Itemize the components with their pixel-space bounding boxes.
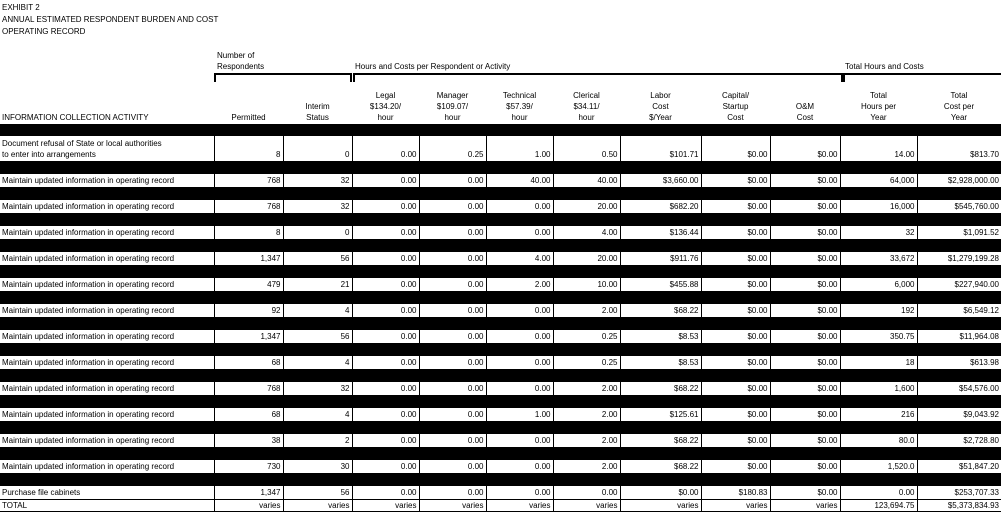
permitted-cell: 730	[214, 460, 283, 474]
hours-cell: 16,000	[840, 200, 917, 214]
permitted-cell: 8	[214, 226, 283, 240]
separator-bar-cell	[0, 344, 1001, 357]
total-cost-cell: $5,373,834.93	[917, 500, 1001, 512]
col-total-hours-l2: Hours per	[860, 102, 897, 111]
interim-cell: 0	[283, 226, 352, 240]
legal-cell: 0.00	[352, 278, 419, 292]
interim-cell: 30	[283, 460, 352, 474]
labor-cell: $136.44	[620, 226, 701, 240]
om-cell: $0.00	[770, 226, 840, 240]
clerical-cell: 0.25	[553, 356, 620, 370]
table-row	[0, 460, 1001, 474]
clerical-cell: 0.00	[553, 486, 620, 500]
separator-bar-cell	[0, 318, 1001, 331]
capital-cell: $180.83	[701, 486, 770, 500]
separator-bar-cell	[0, 370, 1001, 383]
respondents-group-rule	[214, 73, 352, 75]
table-row	[0, 382, 1001, 396]
capital-cell: $0.00	[701, 226, 770, 240]
manager-cell: 0.00	[419, 200, 486, 214]
clerical-cell: 4.00	[553, 226, 620, 240]
table-row	[0, 278, 1001, 292]
separator-bar	[0, 422, 1001, 435]
cost-cell: $545,760.00	[917, 200, 1001, 214]
table-row	[0, 136, 1001, 162]
om-cell: $0.00	[770, 136, 840, 162]
capital-cell: $0.00	[701, 278, 770, 292]
hours-cell: 80.0	[840, 434, 917, 448]
activity-cell	[0, 408, 214, 422]
om-cell: $0.00	[770, 460, 840, 474]
col-technical	[486, 81, 553, 124]
om-cell: $0.00	[770, 382, 840, 396]
technical-cell: 40.00	[486, 174, 553, 188]
manager-cell: 0.00	[419, 382, 486, 396]
activity-line1: Maintain updated information in operating record	[2, 280, 175, 289]
separator-bar	[0, 396, 1001, 409]
activity-cell	[0, 486, 214, 500]
interim-cell: 56	[283, 330, 352, 344]
table-row	[0, 174, 1001, 188]
technical-cell: 0.00	[486, 486, 553, 500]
separator-bar-cell	[0, 396, 1001, 409]
separator-bar	[0, 214, 1001, 227]
col-total-cost-l2: Cost per	[943, 102, 975, 111]
activity-line1: Maintain updated information in operating record	[2, 358, 175, 367]
col-om	[770, 81, 840, 124]
manager-cell: 0.00	[419, 434, 486, 448]
cost-cell: $1,091.52	[917, 226, 1001, 240]
col-legal-l1: Legal	[375, 91, 396, 100]
hours-cell: 6,000	[840, 278, 917, 292]
exhibit-subheading: OPERATING RECORD	[2, 27, 86, 36]
separator-bar-cell	[0, 188, 1001, 201]
total-permitted-cell: varies	[214, 500, 283, 512]
clerical-cell: 2.00	[553, 408, 620, 422]
activity-cell	[0, 460, 214, 474]
total-manager-cell: varies	[419, 500, 486, 512]
col-labor-l2: Cost	[652, 102, 669, 111]
cost-cell: $2,928,000.00	[917, 174, 1001, 188]
om-cell: $0.00	[770, 174, 840, 188]
separator-bar-cell	[0, 240, 1001, 253]
legal-cell: 0.00	[352, 200, 419, 214]
separator-bar	[0, 188, 1001, 201]
col-labor-l3: $/Year	[649, 113, 672, 122]
interim-cell: 0	[283, 136, 352, 162]
legal-cell: 0.00	[352, 136, 419, 162]
col-manager	[419, 81, 486, 124]
manager-cell: 0.00	[419, 330, 486, 344]
permitted-cell: 1,347	[214, 252, 283, 266]
permitted-cell: 38	[214, 434, 283, 448]
permitted-cell: 68	[214, 356, 283, 370]
activity-cell	[0, 356, 214, 370]
col-clerical-l1: Clerical	[573, 91, 600, 100]
legal-cell: 0.00	[352, 226, 419, 240]
activity-cell	[0, 200, 214, 214]
labor-cell: $682.20	[620, 200, 701, 214]
separator-bar	[0, 292, 1001, 305]
hours-cell: 32	[840, 226, 917, 240]
total-capital-cell: varies	[701, 500, 770, 512]
manager-cell: 0.00	[419, 278, 486, 292]
hours-cell: 1,520.0	[840, 460, 917, 474]
om-cell: $0.00	[770, 330, 840, 344]
manager-cell: 0.00	[419, 408, 486, 422]
capital-cell: $0.00	[701, 136, 770, 162]
hours-cell: 64,000	[840, 174, 917, 188]
clerical-cell: 0.25	[553, 330, 620, 344]
manager-cell: 0.00	[419, 252, 486, 266]
om-cell: $0.00	[770, 304, 840, 318]
manager-cell: 0.00	[419, 486, 486, 500]
clerical-cell: 0.50	[553, 136, 620, 162]
technical-cell: 2.00	[486, 278, 553, 292]
labor-cell: $911.76	[620, 252, 701, 266]
hours-costs-group-rule	[353, 73, 843, 75]
activity-line1: Purchase file cabinets	[2, 488, 81, 497]
legal-cell: 0.00	[352, 408, 419, 422]
activity-line1: Maintain updated information in operating record	[2, 254, 175, 263]
col-capital-l1: Capital/	[721, 91, 750, 100]
col-capital-l2: Startup	[722, 102, 749, 111]
legal-cell: 0.00	[352, 304, 419, 318]
capital-cell: $0.00	[701, 200, 770, 214]
table-row	[0, 330, 1001, 344]
hours-costs-group-label: Hours and Costs per Respondent or Activity	[355, 62, 511, 71]
totals-group-label: Total Hours and Costs	[845, 62, 924, 71]
om-cell: $0.00	[770, 252, 840, 266]
manager-cell: 0.00	[419, 226, 486, 240]
clerical-cell: 10.00	[553, 278, 620, 292]
table-row	[0, 356, 1001, 370]
col-manager-l2: $109.07/	[436, 102, 469, 111]
permitted-cell: 8	[214, 136, 283, 162]
capital-cell: $0.00	[701, 408, 770, 422]
technical-cell: 0.00	[486, 200, 553, 214]
labor-cell: $68.22	[620, 434, 701, 448]
cost-cell: $6,549.12	[917, 304, 1001, 318]
col-clerical-l2: $34.11/	[573, 102, 600, 111]
legal-cell: 0.00	[352, 356, 419, 370]
total-clerical-cell: varies	[553, 500, 620, 512]
separator-bar	[0, 448, 1001, 461]
capital-cell: $0.00	[701, 304, 770, 318]
separator-bar	[0, 266, 1001, 279]
column-header-row	[0, 81, 1001, 124]
hours-cell: 0.00	[840, 486, 917, 500]
total-om-cell: varies	[770, 500, 840, 512]
clerical-cell: 40.00	[553, 174, 620, 188]
hours-cell: 18	[840, 356, 917, 370]
cost-cell: $253,707.33	[917, 486, 1001, 500]
technical-cell: 1.00	[486, 136, 553, 162]
cost-cell: $613.98	[917, 356, 1001, 370]
om-cell: $0.00	[770, 356, 840, 370]
activity-cell	[0, 304, 214, 318]
technical-cell: 0.00	[486, 356, 553, 370]
col-technical-l3: hour	[511, 113, 528, 122]
separator-bar	[0, 474, 1001, 487]
interim-cell: 2	[283, 434, 352, 448]
interim-cell: 4	[283, 304, 352, 318]
legal-cell: 0.00	[352, 434, 419, 448]
interim-cell: 4	[283, 356, 352, 370]
col-total-hours	[840, 81, 917, 124]
permitted-cell: 1,347	[214, 330, 283, 344]
separator-bar	[0, 124, 1001, 136]
labor-cell: $125.61	[620, 408, 701, 422]
technical-cell: 0.00	[486, 382, 553, 396]
separator-bar-cell	[0, 474, 1001, 487]
technical-cell: 4.00	[486, 252, 553, 266]
interim-cell: 4	[283, 408, 352, 422]
col-interim-l2: Status	[306, 113, 329, 122]
col-interim-l1: Interim	[305, 102, 330, 111]
legal-cell: 0.00	[352, 330, 419, 344]
col-labor-l1: Labor	[650, 91, 671, 100]
hours-cell: 1,600	[840, 382, 917, 396]
separator-bar	[0, 240, 1001, 253]
labor-cell: $68.22	[620, 460, 701, 474]
col-capital-l3: Cost	[727, 113, 744, 122]
activity-cell	[0, 174, 214, 188]
interim-cell: 56	[283, 252, 352, 266]
activity-cell	[0, 330, 214, 344]
manager-cell: 0.00	[419, 460, 486, 474]
cost-cell: $51,847.20	[917, 460, 1001, 474]
om-cell: $0.00	[770, 408, 840, 422]
col-om-l1: O&M	[795, 102, 815, 111]
clerical-cell: 2.00	[553, 304, 620, 318]
total-interim-cell: varies	[283, 500, 352, 512]
separator-bar-cell	[0, 266, 1001, 279]
hours-cell: 33,672	[840, 252, 917, 266]
technical-cell: 1.00	[486, 408, 553, 422]
col-activity: INFORMATION COLLECTION ACTIVITY	[2, 113, 149, 122]
separator-bar	[0, 162, 1001, 175]
cost-cell: $54,576.00	[917, 382, 1001, 396]
total-legal-cell: varies	[352, 500, 419, 512]
cost-cell: $2,728.80	[917, 434, 1001, 448]
separator-bar-cell	[0, 214, 1001, 227]
permitted-cell: 768	[214, 174, 283, 188]
activity-cell	[0, 382, 214, 396]
labor-cell: $455.88	[620, 278, 701, 292]
technical-cell: 0.00	[486, 330, 553, 344]
capital-cell: $0.00	[701, 382, 770, 396]
total-technical-cell: varies	[486, 500, 553, 512]
activity-line1: Maintain updated information in operating record	[2, 384, 175, 393]
exhibit-title	[2, 2, 218, 38]
activity-cell	[0, 252, 214, 266]
col-capital	[701, 81, 770, 124]
labor-cell: $8.53	[620, 356, 701, 370]
col-technical-l2: $57.39/	[506, 102, 533, 111]
activity-cell	[0, 226, 214, 240]
capital-cell: $0.00	[701, 330, 770, 344]
capital-cell: $0.00	[701, 434, 770, 448]
hours-cell: 14.00	[840, 136, 917, 162]
activity-line1: Document refusal of State or local authorities	[2, 139, 162, 148]
interim-cell: 56	[283, 486, 352, 500]
technical-cell: 0.00	[486, 460, 553, 474]
col-total-cost-l3: Year	[950, 113, 968, 122]
legal-cell: 0.00	[352, 174, 419, 188]
activity-line1: Maintain updated information in operating record	[2, 332, 175, 341]
capital-cell: $0.00	[701, 356, 770, 370]
manager-cell: 0.00	[419, 304, 486, 318]
respondents-group-line1: Number of	[217, 51, 255, 60]
interim-cell: 32	[283, 382, 352, 396]
clerical-cell: 20.00	[553, 200, 620, 214]
clerical-cell: 2.00	[553, 382, 620, 396]
table-row	[0, 408, 1001, 422]
clerical-cell: 20.00	[553, 252, 620, 266]
permitted-cell: 479	[214, 278, 283, 292]
total-label: TOTAL	[0, 500, 214, 512]
technical-cell: 0.00	[486, 434, 553, 448]
table-row	[0, 486, 1001, 500]
labor-cell: $68.22	[620, 304, 701, 318]
om-cell: $0.00	[770, 486, 840, 500]
labor-cell: $0.00	[620, 486, 701, 500]
separator-bar-cell	[0, 448, 1001, 461]
col-om-l2: Cost	[796, 113, 814, 122]
separator-bar	[0, 344, 1001, 357]
total-row	[0, 500, 1001, 512]
activity-line1: Maintain updated information in operating record	[2, 176, 175, 185]
permitted-cell: 768	[214, 200, 283, 214]
activity-cell	[0, 278, 214, 292]
col-technical-l1: Technical	[502, 91, 537, 100]
legal-cell: 0.00	[352, 382, 419, 396]
clerical-cell: 2.00	[553, 460, 620, 474]
total-hours-cell: 123,694.75	[840, 500, 917, 512]
activity-line1: Maintain updated information in operating record	[2, 228, 175, 237]
hours-cell: 350.75	[840, 330, 917, 344]
activity-line1: Maintain updated information in operating record	[2, 202, 175, 211]
col-interim	[283, 81, 352, 124]
separator-bar-cell	[0, 162, 1001, 175]
activity-cell	[0, 434, 214, 448]
totals-group-rule	[843, 73, 1001, 75]
exhibit-number: EXHIBIT 2	[2, 3, 40, 12]
activity-line1: Maintain updated information in operating record	[2, 462, 175, 471]
col-permitted: Permitted	[231, 113, 266, 122]
labor-cell: $101.71	[620, 136, 701, 162]
legal-cell: 0.00	[352, 460, 419, 474]
manager-cell: 0.00	[419, 174, 486, 188]
table-row	[0, 226, 1001, 240]
legal-cell: 0.00	[352, 252, 419, 266]
separator-bar-cell	[0, 422, 1001, 435]
table-row	[0, 304, 1001, 318]
labor-cell: $68.22	[620, 382, 701, 396]
col-total-hours-l1: Total	[870, 91, 887, 100]
technical-cell: 0.00	[486, 226, 553, 240]
cost-cell: $11,964.08	[917, 330, 1001, 344]
table-row	[0, 434, 1001, 448]
respondents-group-line2: Respondents	[217, 62, 265, 71]
interim-cell: 32	[283, 200, 352, 214]
table-row	[0, 200, 1001, 214]
technical-cell: 0.00	[486, 304, 553, 318]
activity-line1: Maintain updated information in operating record	[2, 306, 175, 315]
cost-cell: $227,940.00	[917, 278, 1001, 292]
legal-cell: 0.00	[352, 486, 419, 500]
capital-cell: $0.00	[701, 252, 770, 266]
om-cell: $0.00	[770, 434, 840, 448]
separator-bar	[0, 370, 1001, 383]
col-clerical	[553, 81, 620, 124]
hours-cell: 216	[840, 408, 917, 422]
interim-cell: 21	[283, 278, 352, 292]
col-labor	[620, 81, 701, 124]
om-cell: $0.00	[770, 200, 840, 214]
om-cell: $0.00	[770, 278, 840, 292]
cost-cell: $1,279,199.28	[917, 252, 1001, 266]
burden-cost-table	[0, 81, 1001, 512]
capital-cell: $0.00	[701, 174, 770, 188]
exhibit-heading: ANNUAL ESTIMATED RESPONDENT BURDEN AND COST	[2, 15, 219, 24]
separator-bar-cell	[0, 292, 1001, 305]
col-legal	[352, 81, 419, 124]
manager-cell: 0.25	[419, 136, 486, 162]
respondents-group-label	[217, 50, 264, 72]
hours-cell: 192	[840, 304, 917, 318]
col-legal-l3: hour	[377, 113, 394, 122]
col-total-hours-l3: Year	[870, 113, 887, 122]
total-labor-cell: varies	[620, 500, 701, 512]
labor-cell: $8.53	[620, 330, 701, 344]
interim-cell: 32	[283, 174, 352, 188]
col-manager-l3: hour	[444, 113, 461, 122]
permitted-cell: 768	[214, 382, 283, 396]
separator-bar	[0, 318, 1001, 331]
activity-cell	[0, 136, 214, 162]
col-total-cost-l1: Total	[950, 91, 968, 100]
separator-bar-cell	[0, 124, 1001, 136]
permitted-cell: 1,347	[214, 486, 283, 500]
col-total-cost	[917, 81, 1001, 124]
cost-cell: $9,043.92	[917, 408, 1001, 422]
activity-line1: Maintain updated information in operating record	[2, 410, 175, 419]
capital-cell: $0.00	[701, 460, 770, 474]
cost-cell: $813.70	[917, 136, 1001, 162]
permitted-cell: 92	[214, 304, 283, 318]
col-manager-l1: Manager	[436, 91, 469, 100]
activity-line2: to enter into arrangements	[2, 150, 96, 159]
col-clerical-l3: hour	[578, 113, 595, 122]
labor-cell: $3,660.00	[620, 174, 701, 188]
clerical-cell: 2.00	[553, 434, 620, 448]
permitted-cell: 68	[214, 408, 283, 422]
manager-cell: 0.00	[419, 356, 486, 370]
activity-line1: Maintain updated information in operating record	[2, 436, 175, 445]
col-legal-l2: $134.20/	[369, 102, 402, 111]
table-row	[0, 252, 1001, 266]
